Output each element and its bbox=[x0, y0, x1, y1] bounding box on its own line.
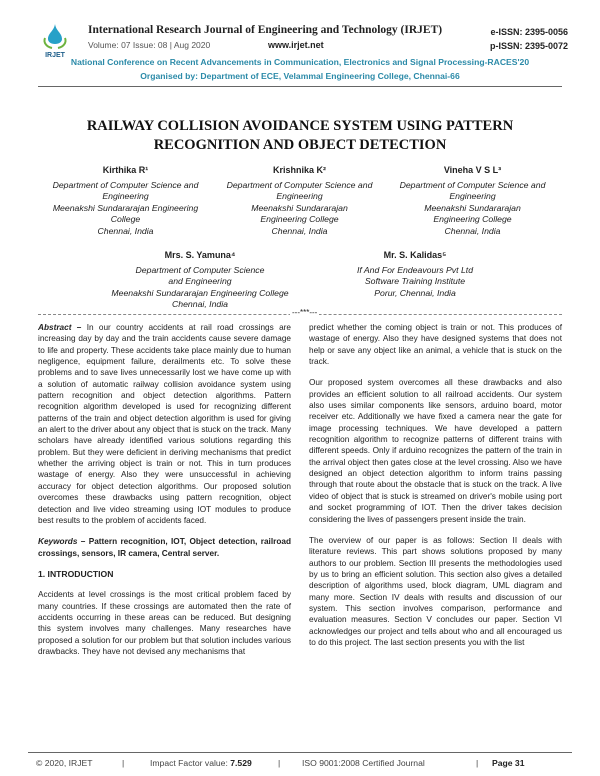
header-rule bbox=[38, 86, 562, 87]
body-paragraph: Our proposed system overcomes all these drawbacks and also provides an efficient solution to all railroad accidents. Our system also uses similar components like sensors, arduino board, motor receiver etc. Additionally we have fixed a camera near the gate for image processing techniques. We have developed a pattern recognition algorithm to recognize patterns of different trains with different speeds. Only if arduino recognizes the pattern of the train in the arrival object then gates close at the level crossing. Also we have designed an object detection algorithm to inform trains passing through that route about the obstacle that is stuck on the track. A live video of object that is stuck is streamed on driver's mobile using port and socket programming of IOT. Then the driver takes decision considering the lives of passengers present inside the train. bbox=[309, 378, 562, 524]
paper-title bbox=[60, 117, 540, 155]
journal-title: International Research Journal of Engineering and Technology (IRJET) bbox=[88, 24, 443, 36]
keywords-label: Keywords – bbox=[38, 537, 86, 547]
abstract bbox=[38, 322, 291, 526]
conference-name: National Conference on Recent Advancements in Communication, Electronics and Signal Processing-RACES'20 bbox=[70, 57, 530, 67]
section-heading-introduction: 1. INTRODUCTION bbox=[38, 568, 114, 579]
footer-copyright: © 2020, IRJET bbox=[36, 758, 93, 768]
body-paragraph: predict whether the coming object is train or not. This produces of wastage of energy. Also they have designed systems that does not help or save any object like an animal, a vehicle that is stuck on the track. bbox=[309, 323, 562, 367]
page-number: Page 31 bbox=[492, 758, 525, 768]
author-3: Vineha V S L³ Department of Computer Science and Engineering Meenakshi Sundararajan Engineering College Chennai, India bbox=[385, 165, 560, 238]
pissn: p-ISSN: 2395-0072 bbox=[489, 41, 568, 51]
title-line-1: RAILWAY COLLISION AVOIDANCE SYSTEM USING PATTERN bbox=[86, 118, 514, 134]
left-column bbox=[38, 322, 291, 667]
footer-impact: Impact Factor value: 7.529 bbox=[150, 758, 252, 768]
author-name: Vineha V S L³ bbox=[443, 165, 502, 175]
author-name: Kirthika R¹ bbox=[102, 165, 149, 175]
organiser: Organised by: Department of ECE, Velammal Engineering College, Chennai-66 bbox=[140, 71, 460, 81]
keywords bbox=[38, 536, 291, 559]
abstract-label: Abstract – bbox=[38, 323, 82, 332]
author-5: Mr. S. Kalidas⁵ If And For Endeavours Pvt Ltd Software Training Institute Porur, Chennai, India bbox=[330, 250, 500, 299]
author-name: Mrs. S. Yamuna⁴ bbox=[164, 250, 236, 260]
title-line-2: RECOGNITION AND OBJECT DETECTION bbox=[153, 137, 447, 153]
author-4: Mrs. S. Yamuna⁴ Department of Computer Science and Engineering Meenakshi Sundararajan Engineering College Chennai, India bbox=[100, 250, 300, 311]
author-2: Krishnika K² Department of Computer Science and Engineering Meenakshi Sundararajan Engineering College Chennai, India bbox=[212, 165, 387, 238]
footer-iso: ISO 9001:2008 Certified Journal bbox=[302, 758, 425, 768]
website-link[interactable]: www.irjet.net bbox=[268, 40, 324, 50]
keywords-text: Pattern recognition, IOT, Object detection, railroad crossings, sensors, IR camera, Central server. bbox=[38, 537, 292, 558]
irjet-logo bbox=[40, 22, 70, 60]
separator-mark: ---***--- bbox=[292, 308, 318, 317]
author-1: Kirthika R¹ Department of Computer Science and Engineering Meenakshi Sundararajan Engineering College Chennai, India bbox=[38, 165, 213, 238]
footer-rule bbox=[28, 752, 572, 753]
logo-text: IRJET bbox=[45, 52, 65, 59]
eissn: e-ISSN: 2395-0056 bbox=[490, 27, 568, 37]
introduction-paragraph: Accidents at level crossings is the most critical problem faced by many countries. If these crossings are automated then the rate of accidents occurring in these areas can be reduced. But designing this system involves many challenges. Many researches have proposed a solution for our problem but that solution includes various drawbacks. They have not devised any mechanisms that bbox=[38, 590, 291, 656]
volume-issue: Volume: 07 Issue: 08 | Aug 2020 bbox=[88, 40, 211, 50]
right-column bbox=[309, 322, 562, 658]
abstract-text: In our country accidents at rail road crossings are increasing day by day and the train accidents cause severe damage to life and property. These accidents take place mainly due to human negligence, equipment failure, derailments etc. To solve these problems and to save lives unnecessarily lost we have come up with a solution of automatic railway collision avoidance system using pattern recognition and object detection algorithms. Pattern recognition algorithm developed is used for recognizing different patterns of the train and object detection algorithm is used for giving an alert to the driver about any object that is stuck on the track. Many scholars have already identified various solutions regarding this problem. But they were deficient in deriving mechanisms that predict whether the arriving object is train or not. This in turn produces wastage of energy. Also they were unsuccessful in achieving accuracy for object detection algorithms. Our proposed solution overcomes these drawbacks using pattern recognition, object detection and live video streaming using IOT modules to produce best results to the problem of accidents faced. bbox=[38, 323, 291, 525]
body-paragraph: The overview of our paper is as follows: Section II deals with literature reviews. This part shows solutions proposed by many authors to our problem. Section III presents the methodologies used by us to bring an efficient solution. This section also gives a detailed description of algorithms used, block diagram, UML diagram and many more. Section IV deals with results and discussion of our system. This section involves comparison, performance and evaluation measures. Section V concludes our paper. Section VI acknowledges our project and tells about who and all encouraged us to do this project. The last section presents you with the list bbox=[309, 535, 562, 647]
author-name: Mr. S. Kalidas⁵ bbox=[383, 250, 447, 260]
author-name: Krishnika K² bbox=[272, 165, 326, 175]
